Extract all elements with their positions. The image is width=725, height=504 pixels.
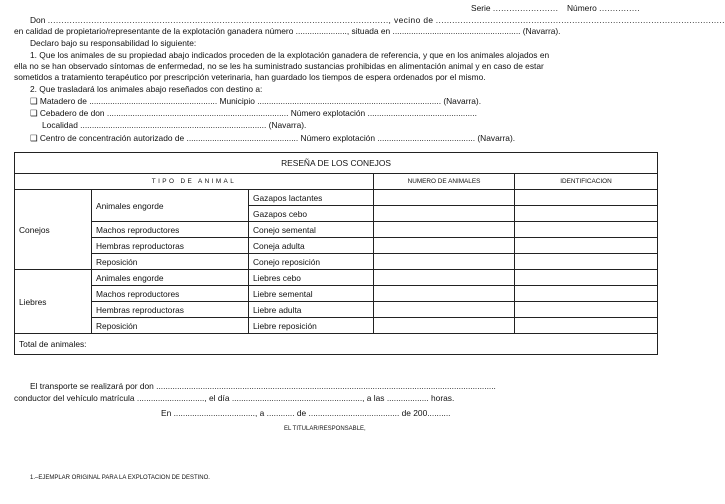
col-tipo-header: TIPO DE ANIMAL <box>15 174 374 190</box>
type-cell: Liebres cebo <box>249 270 374 286</box>
numero-cell[interactable] <box>374 206 515 222</box>
type-cell: Coneja adulta <box>249 238 374 254</box>
col-ident-header: IDENTIFICACION <box>515 174 658 190</box>
table-row <box>15 270 658 286</box>
numero-cell[interactable] <box>374 318 515 334</box>
conductor-line: conductor del vehículo matrícula ............................., el día ........................................................, a las .................. horas. <box>14 393 455 403</box>
cat-cell: Machos reproductores <box>92 286 249 302</box>
total-animales[interactable]: Total de animales: <box>15 334 658 355</box>
table-row <box>15 238 658 254</box>
type-cell: Liebre reposición <box>249 318 374 334</box>
item1-line2: ella no se han observado síntomas de enfermedad, no se les ha suministrado sustancias prohibidas en alimentación animal y en caso de estar <box>14 61 544 71</box>
table-row <box>15 222 658 238</box>
calidad-line: en calidad de propietario/representante de la explotación ganadera número ......................, situada en ....................................................... (Navarra). <box>14 26 561 36</box>
cat-cell: Hembras reproductoras <box>92 302 249 318</box>
ident-cell[interactable] <box>515 318 658 334</box>
checkbox-icon[interactable]: ❑ <box>30 133 38 143</box>
destino-localidad: Localidad ................................................................................ (Navarra). <box>42 120 307 130</box>
resena-table <box>14 152 658 355</box>
col-numero-header: NUMERO DE ANIMALES <box>374 174 515 190</box>
destino-centro[interactable]: ❑ Centro de concentración autorizado de ................................................ Número explotación .......................................... (Navarra). <box>30 133 516 143</box>
numero-cell[interactable] <box>374 254 515 270</box>
table-row <box>15 190 658 206</box>
group-conejos: Conejos <box>15 190 92 270</box>
cat-cell: Machos reproductores <box>92 222 249 238</box>
type-cell: Gazapos cebo <box>249 206 374 222</box>
transporte-line: El transporte se realizará por don .................................................................................................................................................. <box>30 381 496 391</box>
titular-label: EL TITULAR/RESPONSABLE, <box>284 426 366 432</box>
type-cell: Liebre semental <box>249 286 374 302</box>
serie-label: Serie ........................ <box>471 3 559 13</box>
table-title: RESEÑA DE LOS CONEJOS <box>15 153 658 174</box>
type-cell: Liebre adulta <box>249 302 374 318</box>
table-row <box>15 302 658 318</box>
type-cell: Conejo reposición <box>249 254 374 270</box>
cat-cell: Animales engorde <box>92 190 249 222</box>
ident-cell[interactable] <box>515 222 658 238</box>
numero-label: Número ............... <box>567 3 641 13</box>
declaro-text: Declaro bajo su responsabilidad lo siguiente: <box>30 38 197 48</box>
table-row <box>15 318 658 334</box>
cat-cell: Hembras reproductoras <box>92 238 249 254</box>
cat-cell: Reposición <box>92 254 249 270</box>
cat-cell: Animales engorde <box>92 270 249 286</box>
ident-cell[interactable] <box>515 238 658 254</box>
numero-cell[interactable] <box>374 302 515 318</box>
type-cell: Gazapos lactantes <box>249 190 374 206</box>
ident-cell[interactable] <box>515 286 658 302</box>
group-liebres: Liebres <box>15 270 92 334</box>
item2-text: 2. Que trasladará los animales abajo reseñados con destino a: <box>30 84 263 94</box>
footnote: 1.–EJEMPLAR ORIGINAL PARA LA EXPLOTACION DE DESTINO. <box>30 475 210 481</box>
don-line: Don ............................................................................................................................., vecino de .......................................................................................................... <box>30 15 725 25</box>
ident-cell[interactable] <box>515 190 658 206</box>
destino-matadero[interactable]: ❑ Matadero de ....................................................... Municipio ............................................................................... (Navarra). <box>30 96 482 106</box>
item1-line1: 1. Que los animales de su propiedad abajo indicados proceden de la explotación ganadera de referencia, y que en los animales alojados en <box>30 50 550 60</box>
numero-cell[interactable] <box>374 190 515 206</box>
numero-cell[interactable] <box>374 270 515 286</box>
destino-cebadero[interactable]: ❑ Cebadero de don .............................................................................. Número explotación ............................................... <box>30 108 477 118</box>
ident-cell[interactable] <box>515 254 658 270</box>
ident-cell[interactable] <box>515 270 658 286</box>
fecha-line: En ..................................., a ............ de ....................................... de 200.......... <box>161 408 451 418</box>
checkbox-icon[interactable]: ❑ <box>30 108 38 118</box>
numero-cell[interactable] <box>374 222 515 238</box>
numero-cell[interactable] <box>374 238 515 254</box>
cat-cell: Reposición <box>92 318 249 334</box>
checkbox-icon[interactable]: ❑ <box>30 96 38 106</box>
table-row <box>15 254 658 270</box>
table-row <box>15 286 658 302</box>
type-cell: Conejo semental <box>249 222 374 238</box>
ident-cell[interactable] <box>515 302 658 318</box>
item1-line3: sometidos a tratamiento terapéutico por prescripción veterinaria, han guardado los tiempos de espera ordenados por el mismo. <box>14 72 486 82</box>
numero-cell[interactable] <box>374 286 515 302</box>
ident-cell[interactable] <box>515 206 658 222</box>
